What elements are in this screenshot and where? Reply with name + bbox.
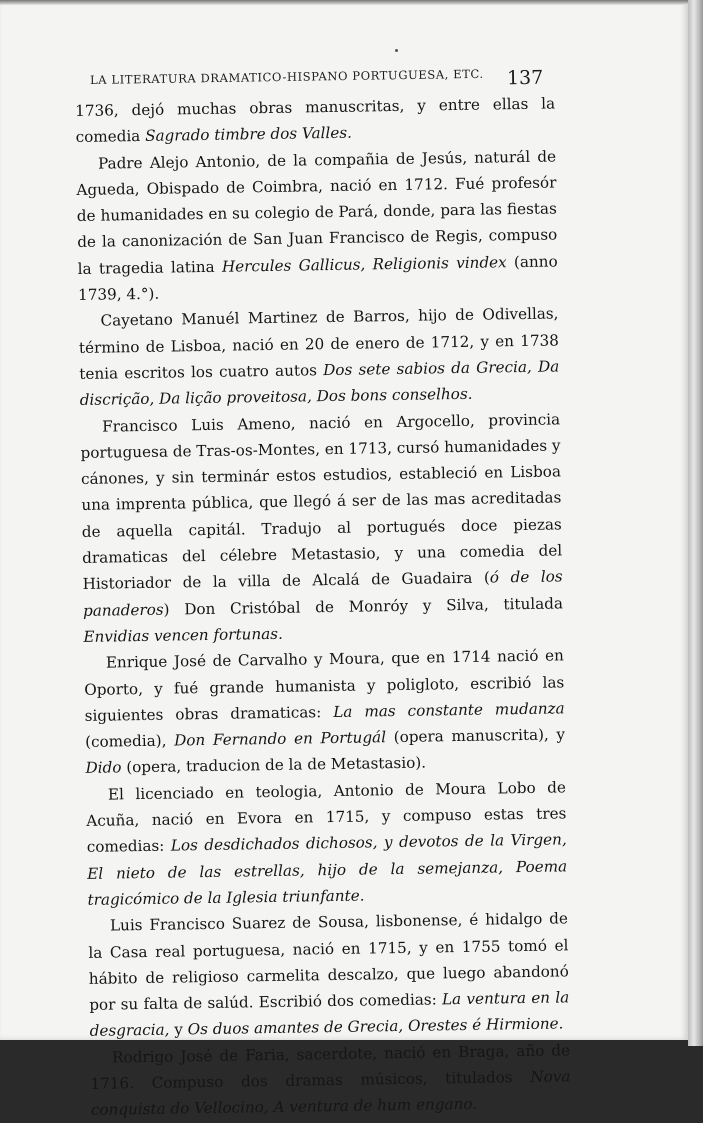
- text-run: (opera, traducion de la de Metastasio).: [121, 753, 427, 777]
- text-run: Rodrigo José de Faria, sacerdote, nació en Braga, año de 1716. Compuso dos dramas músicos, titulados: [90, 1041, 571, 1093]
- italic-title: Hercules Gallicus, Religionis vindex: [221, 253, 507, 276]
- italic-title: La ventura en la desgracia,: [89, 988, 570, 1041]
- italic-title: La mas constante mudanza: [333, 699, 565, 721]
- text-run: Francisco Luis Ameno, nació en Argocello, provincia portuguesa de Tras-os-Montes, en 1713, cursó humanidades y cánones, y sin terminár estos estudios, estableció en Lisboa una imprenta pública, que llegó á ser de las mas acreditadas de aquella capitál. Tradujo al portugués doce piezas dramaticas del célebre Metastasio, y una comedia del Historiador de la villa de Alcalá de Guadaira (: [80, 409, 563, 594]
- ink-speck: [395, 49, 398, 52]
- text-run: ) Don Cristóbal de Monróy y Silva, titulada: [163, 594, 564, 619]
- paragraph: [88, 906, 570, 1045]
- italic-title: Los desdichados dichosos, y devotos de la Virgen, El nieto de las estrellas, hijo de la semejanza, Poema tragicómico de la Iglesia triunfante.: [87, 830, 568, 909]
- italic-title: Dos sete sabios da Grecia, Da discrição, Da lição proveitosa, Dos bons conselhos.: [79, 357, 560, 410]
- italic-title: ó de los panaderos: [82, 567, 563, 620]
- text-run: (comedia),: [84, 731, 175, 752]
- paragraph: [80, 406, 564, 650]
- body-text: [75, 90, 571, 1123]
- text-run: y: [169, 1020, 188, 1040]
- italic-title: Sagrado timbre dos Valles.: [144, 123, 353, 146]
- text-run: (anno 1739, 4.°).: [77, 252, 558, 305]
- italic-title: Envidias vencen fortunas.: [83, 624, 283, 646]
- paragraph: [90, 1037, 571, 1123]
- text-run: El licenciado en teologia, Antonio de Moura Lobo de Acuña, nació en Evora en 1715, y compuso estas tres comedias:: [86, 778, 567, 857]
- text-run: Enrique José de Carvalho y Moura, que en 1714 nació en Oporto, y fué grande humanista y poligloto, escribió las siguientes obras dramaticas:: [84, 646, 565, 725]
- paragraph: [76, 143, 558, 308]
- italic-title: Os duos amantes de Grecia, Orestes é Hirmione.: [187, 1014, 564, 1039]
- paragraph: [75, 90, 556, 150]
- paragraph: [86, 774, 568, 913]
- text-run: Cayetano Manuél Martinez de Barros, hijo de Odivellas, término de Lisboa, nació en 20 de enero de 1712, y en 1738 tenia escritos los cuatro autos: [78, 304, 560, 383]
- page-number: 137: [506, 66, 544, 90]
- text-run: Padre Alejo Antonio, de la compañia de Jesús, naturál de Agueda, Obispado de Coimbra, nació en 1712. Fué profesór de humanidades en su colegio de Pará, donde, para las fiestas de la canonización de San Juan Francisco de Regis, compuso la tragedia latina: [76, 147, 558, 278]
- page-header: [90, 68, 545, 90]
- page-top-shadow: [0, 0, 688, 5]
- italic-title: Don Fernando en Portugál: [174, 728, 387, 750]
- running-head: LA LITERATURA DRAMATICO-HISPANO PORTUGUESA, ETC.: [89, 66, 484, 87]
- italic-title: Nova conquista do Vellocino, A ventura de hum engano.: [90, 1067, 571, 1120]
- text-run: (opera manuscrita), y: [385, 725, 566, 747]
- paragraph: [78, 301, 560, 414]
- text-run: Luis Francisco Suarez de Sousa, lisbonense, é hidalgo de la Casa real portuguesa, nació en 1715, y en 1755 tomó el hábito de religioso carmelita descalzo, que luego abandonó por su falta de salúd. Escribió dos comedias:: [88, 909, 569, 1014]
- text-run: 1736, dejó muchas obras manuscritas, y entre ellas la comedia: [75, 94, 556, 147]
- page-edge: [688, 0, 703, 1046]
- italic-title: Dido: [85, 758, 122, 778]
- paragraph: [84, 643, 566, 782]
